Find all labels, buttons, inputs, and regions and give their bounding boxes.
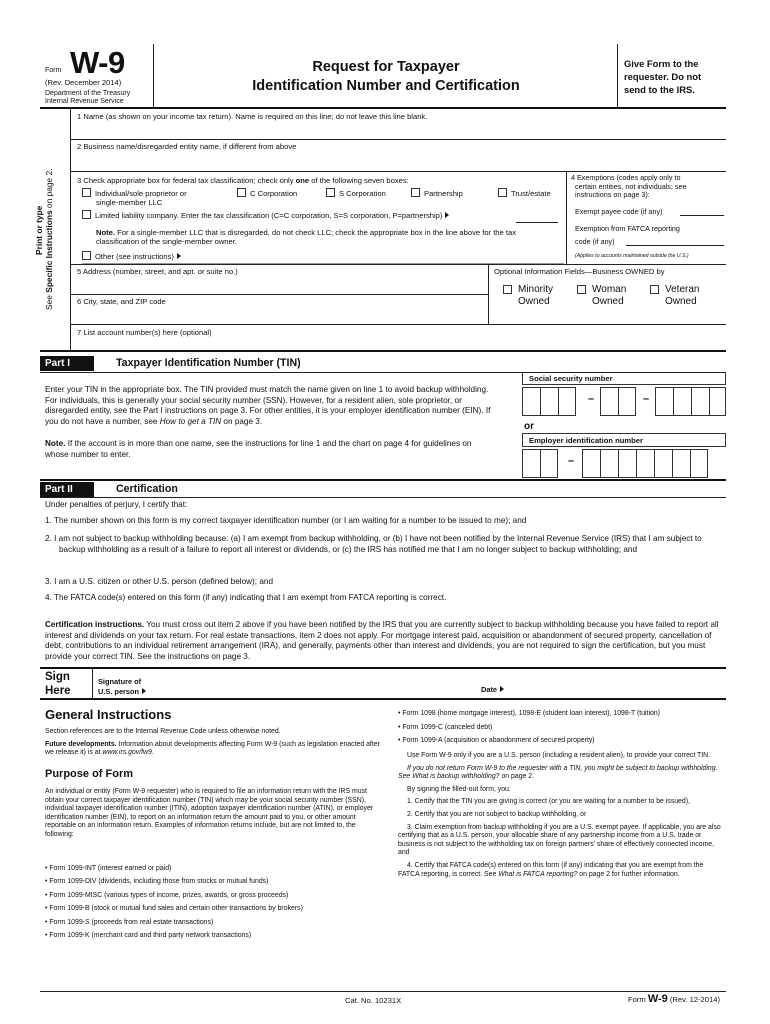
list-item: • Form 1099-DIV (dividends, including those from stocks or mutual funds): [45, 878, 269, 886]
form-word: Form: [45, 67, 62, 74]
general-instructions-right: [398, 752, 725, 883]
certify-item-2: 2. Certify that you are not subject to backup withholding, or: [407, 810, 587, 818]
certify-item-4: 4. Certify that FATCA code(s) entered on this form (if any) indicating that you are exempt from the FATCA reporting, is correct. See What is FATCA reporting? on page 2 for further information.: [398, 861, 704, 878]
ein-header: Employer identification number: [522, 433, 726, 447]
llc-classification-input[interactable]: [516, 222, 558, 223]
certification-intro: Under penalties of perjury, I certify that:: [45, 500, 188, 509]
list-item: • Form 1099-S (proceeds from real estate transactions): [45, 918, 214, 926]
exempt-payee-input[interactable]: [680, 215, 724, 216]
signature-input[interactable]: [160, 672, 470, 696]
other-option: Other (see instructions): [82, 251, 181, 261]
fatca-label: Exemption from FATCA reporting: [575, 224, 680, 233]
line5-label: 5 Address (number, street, and apt. or suite no.): [77, 267, 238, 276]
line2-label: 2 Business name/disregarded entity name, if different from above: [77, 142, 297, 151]
fatca-code-input[interactable]: [626, 245, 724, 246]
certification-item-1: 1. The number shown on this form is my correct taxpayer identification number (or I am waiting for a number to be issued to me); and: [45, 516, 527, 525]
irs-line: Internal Revenue Service: [45, 98, 124, 105]
list-item: • Form 1099-B (stock or mutual fund sales and certain other transactions by brokers): [45, 905, 303, 913]
applies-note: (Applies to accounts maintained outside the U.S.): [575, 253, 689, 259]
address-input[interactable]: [71, 276, 486, 294]
optional-fields-label: Optional Information Fields—Business OWNED by: [494, 267, 665, 276]
part1-tag: Part I: [40, 356, 94, 371]
purpose-title: Purpose of Form: [45, 768, 134, 780]
form-title-line2: Identification Number and Certification: [252, 78, 520, 94]
general-instructions-left: [45, 728, 380, 762]
part1-instructions: Enter your TIN in the appropriate box. The TIN provided must match the name given on line 1 to avoid backup withholding. For individuals, this is generally your social security number (SSN). However, for a resident alien, sole proprietor, or disregarded entity, see the Part I instructions on page 3. For other entities, it is your employer identification number (EIN). If you do not have a number, see How to get a TIN on page 3.: [45, 385, 491, 426]
section-references: Section references are to the Internal Revenue Code unless otherwise noted.: [45, 728, 281, 735]
give-form-instruction: Give Form to the requester. Do not send to the IRS.: [624, 58, 702, 95]
individual-checkbox[interactable]: [82, 188, 91, 197]
llc-note: Note. For a single-member LLC that is disregarded, do not check LLC; check the appropriate box in the line above for the tax: [96, 228, 516, 237]
revision-date: (Rev. December 2014): [45, 78, 122, 87]
s-corp-option: S Corporation: [326, 188, 386, 198]
llc-option: Limited liability company. Enter the tax classification (C=C corporation, S=S corporation, P=partnership): [82, 210, 449, 220]
woman-owned-checkbox[interactable]: [577, 285, 586, 294]
general-instructions-title: General Instructions: [45, 707, 172, 722]
trust-estate-option: Trust/estate: [498, 188, 551, 198]
list-item: • Form 1099-C (canceled debt): [398, 723, 493, 731]
ssn-header: Social security number: [522, 372, 726, 385]
irs-link[interactable]: www.irs.gov/fw9: [102, 749, 152, 757]
list-item: • Form 1099-INT (interest earned or paid): [45, 865, 172, 872]
certification-item-3: 3. I am a U.S. citizen or other U.S. person (defined below); and: [45, 577, 273, 586]
name-input[interactable]: [71, 121, 726, 139]
certification-item-4: 4. The FATCA code(s) entered on this form (if any) indicating that I am exempt from FATCA reporting is correct.: [45, 593, 447, 602]
llc-note-line2: classification of the single-member owner.: [96, 237, 237, 246]
business-name-input[interactable]: [71, 151, 726, 171]
trust-estate-checkbox[interactable]: [498, 188, 507, 197]
form-title-line1: Request for Taxpayer: [312, 59, 460, 75]
part2-tag: Part II: [40, 482, 94, 497]
purpose-text: An individual or entity (Form W-9 requester) who is required to file an information return with the IRS must obtain your correct taxpayer identification number (TIN) which may be your social security number (SSN), individual taxpayer identification number (ITIN), adoption taxpayer identification number (ATIN), or employer identification number (EIN), to report on an information return the amount paid to you, or other amount reportable on an information return. Examples of information returns include, but are not limited to, the following:: [45, 788, 374, 838]
part2-title: Certification: [116, 483, 178, 495]
veteran-owned-checkbox[interactable]: [650, 285, 659, 294]
part1-note: Note. If the account is in more than one name, see the instructions for line 1 and the chart on page 4 for guidelines on whose number to enter.: [45, 439, 472, 459]
city-state-zip-input[interactable]: [71, 306, 486, 324]
date-input[interactable]: [510, 672, 725, 696]
individual-option: Individual/sole proprietor or: [82, 188, 187, 198]
arrow-right-icon: [177, 253, 181, 259]
s-corp-checkbox[interactable]: [326, 188, 335, 197]
left-bullet-list: [45, 862, 380, 942]
certification-instructions: Certification instructions. You must cross out item 2 above if you have been notified by the IRS that you are currently subject to backup withholding because you have failed to report all interest and dividends on your tax return. For real estate transactions, item 2 does not apply. For mortgage interest paid, acquisition or abandonment of secured property, cancellation of debt, contributions to an individual retirement arrangement (IRA), and generally, payments other than interest and dividends, you are not required to sign the certification, but you must provide your correct TIN. See the instructions on page 3.: [45, 620, 719, 661]
form-number: W-9: [70, 45, 125, 80]
line6-label: 6 City, state, and ZIP code: [77, 297, 166, 306]
account-numbers-input[interactable]: [71, 337, 726, 350]
or-label: or: [524, 421, 534, 432]
partnership-option: Partnership: [411, 188, 463, 198]
c-corp-checkbox[interactable]: [237, 188, 246, 197]
certify-item-3: 3. Claim exemption from backup withholding if you are a U.S. exempt payee. If applicable, you are also certifying that as a U.S. person, your allocable share of any partnership income from a U.S. trade or business is not subject to the withholding tax on foreign partners' share of effectively connected income, and: [398, 823, 721, 857]
exempt-payee-label: Exempt payee code (if any): [575, 207, 663, 216]
list-item: • Form 1099-A (acquisition or abandonment of secured property): [398, 737, 595, 745]
ein-dash: –: [568, 455, 575, 467]
line1-label: 1 Name (as shown on your income tax return). Name is required on this line; do not leave this line blank.: [77, 112, 428, 121]
by-signing-text: By signing the filled-out form, you:: [407, 785, 511, 793]
ssn-dash: –: [643, 393, 650, 405]
fatca-label-line2: code (if any): [575, 237, 615, 246]
arrow-right-icon: [445, 212, 449, 218]
c-corp-option: C Corporation: [237, 188, 297, 198]
partnership-checkbox[interactable]: [411, 188, 420, 197]
signature-label: Signature of U.S. person: [98, 677, 146, 696]
list-item: • Form 1099-K (merchant card and third party network transactions): [45, 932, 252, 940]
llc-checkbox[interactable]: [82, 210, 91, 219]
part1-title: Taxpayer Identification Number (TIN): [116, 357, 301, 369]
use-form-text: Use Form W-9 only if you are a U.S. person (including a resident alien), to provide your correct TIN.: [407, 752, 711, 759]
single-member-label: single-member LLC: [96, 198, 163, 207]
list-item: • Form 1099-MISC (various types of income, prizes, awards, or gross proceeds): [45, 891, 289, 899]
date-label: Date: [481, 685, 504, 694]
right-bullet-list: [398, 707, 725, 748]
line7-label: 7 List account number(s) here (optional): [77, 328, 212, 337]
ssn-dash: –: [588, 393, 595, 405]
line3-label: 3 Check appropriate box for federal tax classification; check only one of the following seven boxes:: [77, 176, 409, 185]
department-line: Department of the Treasury: [45, 90, 131, 97]
list-item: • Form 1098 (home mortgage interest), 1098-E (student loan interest), 1098-T (tuition): [398, 710, 660, 717]
side-instruction-label: Print or type See Specific Instructions on page 2.: [34, 168, 54, 310]
exemptions-label: 4 Exemptions (codes apply only to certain entities, not individuals; see instructions on page 3):: [571, 173, 687, 200]
if-not-return-text: If you do not return Form W-9 to the requester with a TIN, you might be subject to backup withholding. See What is backup withholding? on page 2.: [398, 764, 718, 781]
certify-item-1: 1. Certify that the TIN you are giving is correct (or you are waiting for a number to be issued),: [407, 798, 690, 806]
sign-here-label: Sign Here: [45, 671, 71, 697]
footer-form-id: Form W-9 (Rev. 12-2014): [628, 993, 720, 1005]
future-developments: Future developments. Information about developments affecting Form W-9 (such as legislation enacted after we release it) is at www.irs.gov/fw9.: [45, 740, 380, 757]
other-checkbox[interactable]: [82, 251, 91, 260]
catalog-number: Cat. No. 10231X: [345, 996, 402, 1005]
certification-item-2: 2. I am not subject to backup withholding because: (a) I am exempt from backup withholding, or (b) I have not been notified by the Internal Revenue Service (IRS) that I am subject to backup withholding as a result of a failure to report all interest or dividends, or (c) the IRS has notified me that I am no longer subject to backup withholding; and: [45, 534, 702, 554]
minority-owned-checkbox[interactable]: [503, 285, 512, 294]
